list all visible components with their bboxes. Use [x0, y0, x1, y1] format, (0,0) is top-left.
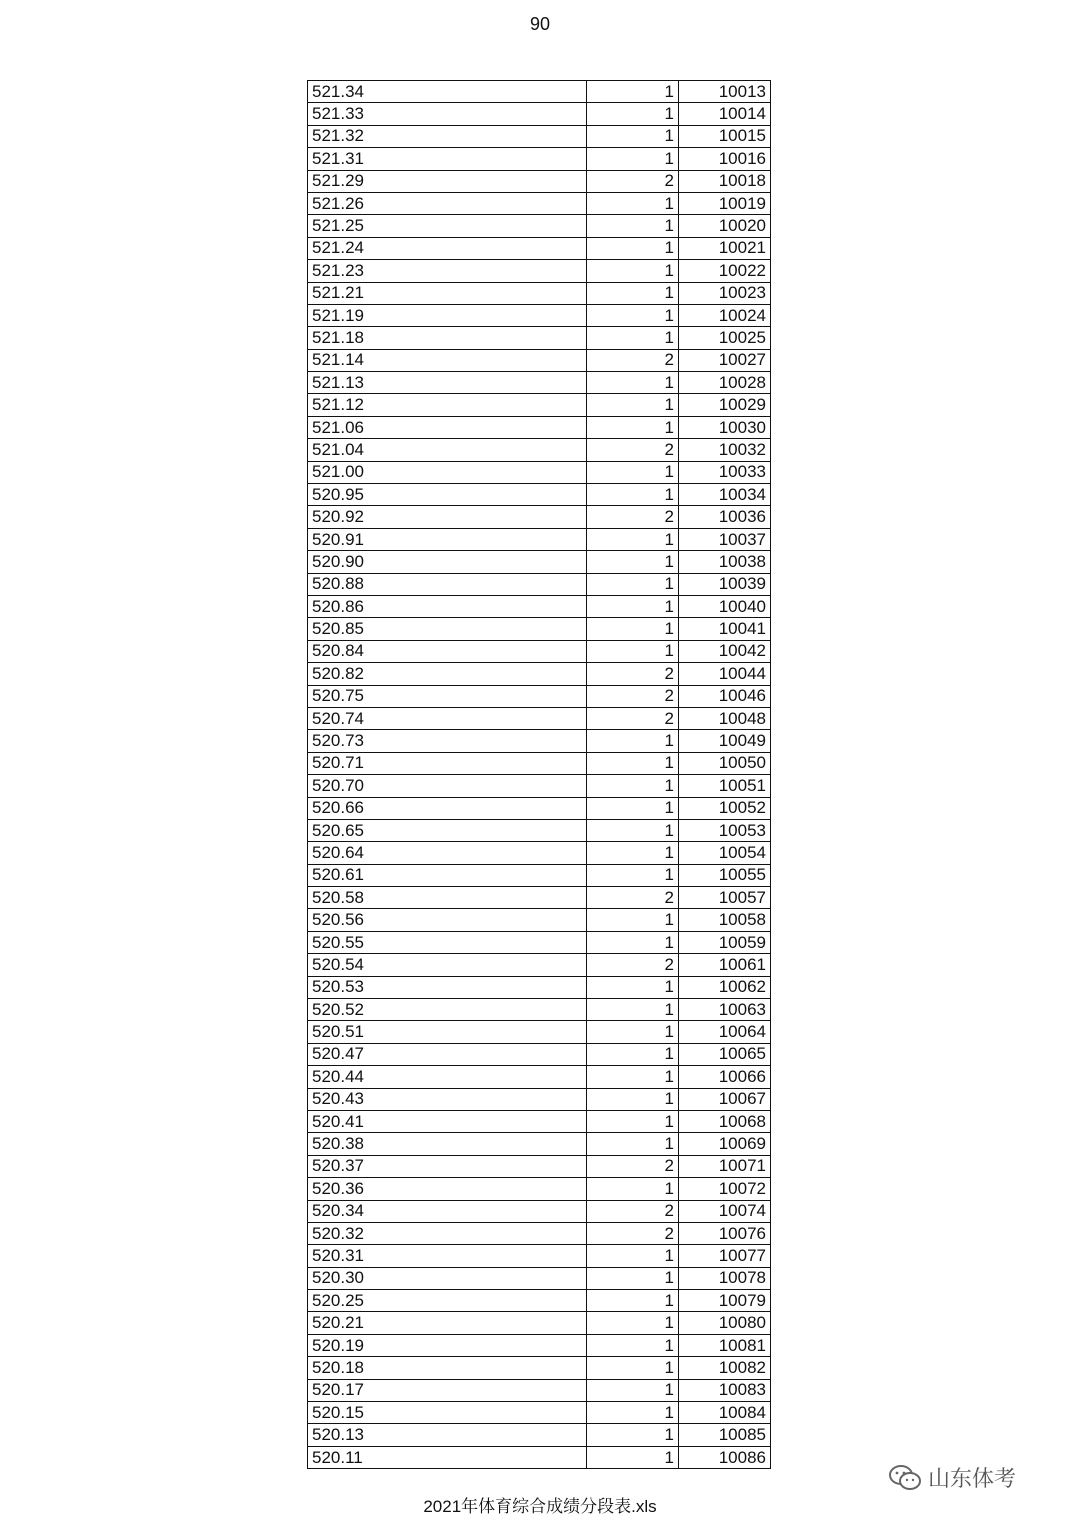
score-cell: 520.86 — [308, 595, 587, 617]
table-row — [308, 842, 771, 864]
count-cell: 1 — [587, 573, 679, 595]
score-cell: 520.34 — [308, 1200, 587, 1222]
cumulative-cell: 10050 — [679, 752, 771, 774]
table-row — [308, 81, 771, 103]
cumulative-cell: 10068 — [679, 1110, 771, 1132]
table-row — [308, 663, 771, 685]
score-cell: 520.70 — [308, 775, 587, 797]
count-cell: 1 — [587, 237, 679, 259]
table-row — [308, 394, 771, 416]
cumulative-cell: 10013 — [679, 81, 771, 103]
cumulative-cell: 10020 — [679, 215, 771, 237]
score-cell: 520.73 — [308, 730, 587, 752]
table-row — [308, 1066, 771, 1088]
count-cell: 2 — [587, 1155, 679, 1177]
table-row — [308, 1110, 771, 1132]
table-row — [308, 1290, 771, 1312]
table-row — [308, 1021, 771, 1043]
table-row — [308, 618, 771, 640]
count-cell: 1 — [587, 304, 679, 326]
score-cell: 520.95 — [308, 484, 587, 506]
count-cell: 1 — [587, 775, 679, 797]
score-cell: 520.75 — [308, 685, 587, 707]
watermark-text: 山东体考 — [928, 1467, 1017, 1492]
table-row — [308, 909, 771, 931]
cumulative-cell: 10023 — [679, 282, 771, 304]
count-cell: 1 — [587, 931, 679, 953]
score-cell: 520.19 — [308, 1334, 587, 1356]
cumulative-cell: 10069 — [679, 1133, 771, 1155]
table-row — [308, 304, 771, 326]
count-cell: 2 — [587, 1200, 679, 1222]
cumulative-cell: 10067 — [679, 1088, 771, 1110]
cumulative-cell: 10052 — [679, 797, 771, 819]
cumulative-cell: 10044 — [679, 663, 771, 685]
table-body — [308, 81, 771, 1469]
score-cell: 521.33 — [308, 103, 587, 125]
count-cell: 1 — [587, 1178, 679, 1200]
count-cell: 1 — [587, 394, 679, 416]
watermark — [888, 1462, 1016, 1493]
score-cell: 520.55 — [308, 931, 587, 953]
table-row — [308, 797, 771, 819]
cumulative-cell: 10032 — [679, 439, 771, 461]
count-cell: 2 — [587, 954, 679, 976]
count-cell: 1 — [587, 999, 679, 1021]
cumulative-cell: 10062 — [679, 976, 771, 998]
score-distribution-table — [307, 80, 771, 1469]
table-row — [308, 1402, 771, 1424]
table-row — [308, 819, 771, 841]
count-cell: 1 — [587, 976, 679, 998]
cumulative-cell: 10048 — [679, 707, 771, 729]
cumulative-cell: 10034 — [679, 484, 771, 506]
count-cell: 1 — [587, 1021, 679, 1043]
count-cell: 1 — [587, 797, 679, 819]
cumulative-cell: 10064 — [679, 1021, 771, 1043]
count-cell: 1 — [587, 595, 679, 617]
table-row — [308, 506, 771, 528]
cumulative-cell: 10022 — [679, 260, 771, 282]
count-cell: 1 — [587, 1379, 679, 1401]
score-cell: 520.11 — [308, 1446, 587, 1468]
count-cell: 1 — [587, 909, 679, 931]
score-cell: 520.54 — [308, 954, 587, 976]
cumulative-cell: 10025 — [679, 327, 771, 349]
score-cell: 520.13 — [308, 1424, 587, 1446]
score-cell: 520.71 — [308, 752, 587, 774]
score-cell: 521.25 — [308, 215, 587, 237]
cumulative-cell: 10059 — [679, 931, 771, 953]
footer-filename: 2021年体育综合成绩分段表.xls — [423, 1497, 657, 1516]
table-row — [308, 1178, 771, 1200]
count-cell: 2 — [587, 663, 679, 685]
table-row — [308, 595, 771, 617]
cumulative-cell: 10039 — [679, 573, 771, 595]
count-cell: 1 — [587, 125, 679, 147]
wechat-icon — [888, 1464, 922, 1492]
count-cell: 1 — [587, 327, 679, 349]
score-cell: 520.51 — [308, 1021, 587, 1043]
score-cell: 521.14 — [308, 349, 587, 371]
table-row — [308, 416, 771, 438]
count-cell: 1 — [587, 81, 679, 103]
table-row — [308, 1155, 771, 1177]
table-row — [308, 864, 771, 886]
cumulative-cell: 10041 — [679, 618, 771, 640]
cumulative-cell: 10076 — [679, 1222, 771, 1244]
cumulative-cell: 10086 — [679, 1446, 771, 1468]
count-cell: 1 — [587, 1088, 679, 1110]
table-row — [308, 103, 771, 125]
count-cell: 1 — [587, 461, 679, 483]
count-cell: 1 — [587, 1312, 679, 1334]
table-row — [308, 484, 771, 506]
table-row — [308, 931, 771, 953]
cumulative-cell: 10036 — [679, 506, 771, 528]
count-cell: 1 — [587, 1357, 679, 1379]
cumulative-cell: 10019 — [679, 192, 771, 214]
score-cell: 520.18 — [308, 1357, 587, 1379]
cumulative-cell: 10081 — [679, 1334, 771, 1356]
score-cell: 521.00 — [308, 461, 587, 483]
table-row — [308, 528, 771, 550]
cumulative-cell: 10061 — [679, 954, 771, 976]
score-cell: 520.32 — [308, 1222, 587, 1244]
score-cell: 521.24 — [308, 237, 587, 259]
count-cell: 2 — [587, 707, 679, 729]
cumulative-cell: 10028 — [679, 372, 771, 394]
count-cell: 1 — [587, 864, 679, 886]
table-row — [308, 282, 771, 304]
score-cell: 521.12 — [308, 394, 587, 416]
count-cell: 1 — [587, 1267, 679, 1289]
score-cell: 520.56 — [308, 909, 587, 931]
cumulative-cell: 10057 — [679, 887, 771, 909]
table-row — [308, 551, 771, 573]
table-row — [308, 730, 771, 752]
table-row — [308, 573, 771, 595]
table-row — [308, 887, 771, 909]
count-cell: 1 — [587, 551, 679, 573]
score-cell: 520.64 — [308, 842, 587, 864]
table-row — [308, 1267, 771, 1289]
table-row — [308, 775, 771, 797]
score-cell: 520.85 — [308, 618, 587, 640]
count-cell: 1 — [587, 618, 679, 640]
count-cell: 1 — [587, 1043, 679, 1065]
score-cell: 521.26 — [308, 192, 587, 214]
cumulative-cell: 10024 — [679, 304, 771, 326]
score-cell: 520.91 — [308, 528, 587, 550]
count-cell: 1 — [587, 1446, 679, 1468]
cumulative-cell: 10040 — [679, 595, 771, 617]
table-row — [308, 1222, 771, 1244]
table-row — [308, 237, 771, 259]
table-row — [308, 640, 771, 662]
table-row — [308, 1133, 771, 1155]
count-cell: 2 — [587, 170, 679, 192]
table-row — [308, 976, 771, 998]
count-cell: 1 — [587, 528, 679, 550]
score-cell: 520.84 — [308, 640, 587, 662]
score-cell: 520.15 — [308, 1402, 587, 1424]
count-cell: 1 — [587, 1402, 679, 1424]
count-cell: 1 — [587, 640, 679, 662]
table-row — [308, 148, 771, 170]
score-cell: 520.38 — [308, 1133, 587, 1155]
score-cell: 520.52 — [308, 999, 587, 1021]
cumulative-cell: 10027 — [679, 349, 771, 371]
count-cell: 1 — [587, 819, 679, 841]
count-cell: 1 — [587, 730, 679, 752]
count-cell: 2 — [587, 506, 679, 528]
score-cell: 521.18 — [308, 327, 587, 349]
score-cell: 520.53 — [308, 976, 587, 998]
count-cell: 1 — [587, 260, 679, 282]
table-row — [308, 1446, 771, 1468]
table-row — [308, 260, 771, 282]
table-row — [308, 1043, 771, 1065]
score-cell: 520.66 — [308, 797, 587, 819]
score-cell: 520.30 — [308, 1267, 587, 1289]
score-cell: 520.41 — [308, 1110, 587, 1132]
cumulative-cell: 10063 — [679, 999, 771, 1021]
score-cell: 521.21 — [308, 282, 587, 304]
score-cell: 521.23 — [308, 260, 587, 282]
cumulative-cell: 10077 — [679, 1245, 771, 1267]
cumulative-cell: 10083 — [679, 1379, 771, 1401]
cumulative-cell: 10058 — [679, 909, 771, 931]
count-cell: 2 — [587, 349, 679, 371]
count-cell: 1 — [587, 1066, 679, 1088]
count-cell: 1 — [587, 484, 679, 506]
table-row — [308, 1200, 771, 1222]
count-cell: 1 — [587, 148, 679, 170]
cumulative-cell: 10051 — [679, 775, 771, 797]
cumulative-cell: 10014 — [679, 103, 771, 125]
count-cell: 1 — [587, 1110, 679, 1132]
score-cell: 520.58 — [308, 887, 587, 909]
cumulative-cell: 10049 — [679, 730, 771, 752]
count-cell: 1 — [587, 372, 679, 394]
table-row — [308, 1357, 771, 1379]
cumulative-cell: 10080 — [679, 1312, 771, 1334]
count-cell: 2 — [587, 887, 679, 909]
cumulative-cell: 10071 — [679, 1155, 771, 1177]
count-cell: 1 — [587, 1290, 679, 1312]
score-cell: 520.25 — [308, 1290, 587, 1312]
score-cell: 520.17 — [308, 1379, 587, 1401]
table-row — [308, 752, 771, 774]
cumulative-cell: 10018 — [679, 170, 771, 192]
count-cell: 2 — [587, 439, 679, 461]
score-cell: 520.82 — [308, 663, 587, 685]
cumulative-cell: 10078 — [679, 1267, 771, 1289]
score-cell: 520.31 — [308, 1245, 587, 1267]
score-cell: 521.32 — [308, 125, 587, 147]
count-cell: 1 — [587, 103, 679, 125]
cumulative-cell: 10079 — [679, 1290, 771, 1312]
count-cell: 1 — [587, 752, 679, 774]
count-cell: 1 — [587, 192, 679, 214]
count-cell: 1 — [587, 842, 679, 864]
cumulative-cell: 10074 — [679, 1200, 771, 1222]
cumulative-cell: 10038 — [679, 551, 771, 573]
table-row — [308, 1379, 771, 1401]
count-cell: 1 — [587, 1424, 679, 1446]
score-cell: 520.43 — [308, 1088, 587, 1110]
table-row — [308, 170, 771, 192]
count-cell: 1 — [587, 416, 679, 438]
score-cell: 520.92 — [308, 506, 587, 528]
cumulative-cell: 10030 — [679, 416, 771, 438]
score-cell: 520.37 — [308, 1155, 587, 1177]
table-row — [308, 1312, 771, 1334]
cumulative-cell: 10029 — [679, 394, 771, 416]
cumulative-cell: 10042 — [679, 640, 771, 662]
score-cell: 520.74 — [308, 707, 587, 729]
table-row — [308, 1245, 771, 1267]
cumulative-cell: 10066 — [679, 1066, 771, 1088]
cumulative-cell: 10054 — [679, 842, 771, 864]
table-row — [308, 439, 771, 461]
cumulative-cell: 10082 — [679, 1357, 771, 1379]
cumulative-cell: 10053 — [679, 819, 771, 841]
cumulative-cell: 10085 — [679, 1424, 771, 1446]
score-cell: 520.44 — [308, 1066, 587, 1088]
count-cell: 1 — [587, 1334, 679, 1356]
score-cell: 520.90 — [308, 551, 587, 573]
cumulative-cell: 10046 — [679, 685, 771, 707]
page-number: 90 — [529, 14, 551, 34]
cumulative-cell: 10037 — [679, 528, 771, 550]
table-row — [308, 125, 771, 147]
table-row — [308, 372, 771, 394]
table-row — [308, 685, 771, 707]
cumulative-cell: 10033 — [679, 461, 771, 483]
cumulative-cell: 10055 — [679, 864, 771, 886]
score-cell: 521.06 — [308, 416, 587, 438]
count-cell: 1 — [587, 1133, 679, 1155]
score-cell: 521.19 — [308, 304, 587, 326]
score-cell: 520.61 — [308, 864, 587, 886]
score-cell: 521.04 — [308, 439, 587, 461]
table-row — [308, 327, 771, 349]
table-row — [308, 1088, 771, 1110]
cumulative-cell: 10084 — [679, 1402, 771, 1424]
cumulative-cell: 10015 — [679, 125, 771, 147]
score-cell: 521.13 — [308, 372, 587, 394]
cumulative-cell: 10072 — [679, 1178, 771, 1200]
score-cell: 520.36 — [308, 1178, 587, 1200]
count-cell: 1 — [587, 215, 679, 237]
score-cell: 520.47 — [308, 1043, 587, 1065]
table-row — [308, 707, 771, 729]
score-cell: 521.31 — [308, 148, 587, 170]
table-row — [308, 1424, 771, 1446]
table-row — [308, 461, 771, 483]
count-cell: 1 — [587, 1245, 679, 1267]
table-row — [308, 192, 771, 214]
cumulative-cell: 10065 — [679, 1043, 771, 1065]
cumulative-cell: 10016 — [679, 148, 771, 170]
score-cell: 521.29 — [308, 170, 587, 192]
table-row — [308, 954, 771, 976]
table-row — [308, 215, 771, 237]
count-cell: 2 — [587, 1222, 679, 1244]
count-cell: 2 — [587, 685, 679, 707]
score-cell: 520.88 — [308, 573, 587, 595]
score-cell: 520.65 — [308, 819, 587, 841]
score-cell: 521.34 — [308, 81, 587, 103]
table-row — [308, 1334, 771, 1356]
table-row — [308, 999, 771, 1021]
table-row — [308, 349, 771, 371]
count-cell: 1 — [587, 282, 679, 304]
score-cell: 520.21 — [308, 1312, 587, 1334]
cumulative-cell: 10021 — [679, 237, 771, 259]
